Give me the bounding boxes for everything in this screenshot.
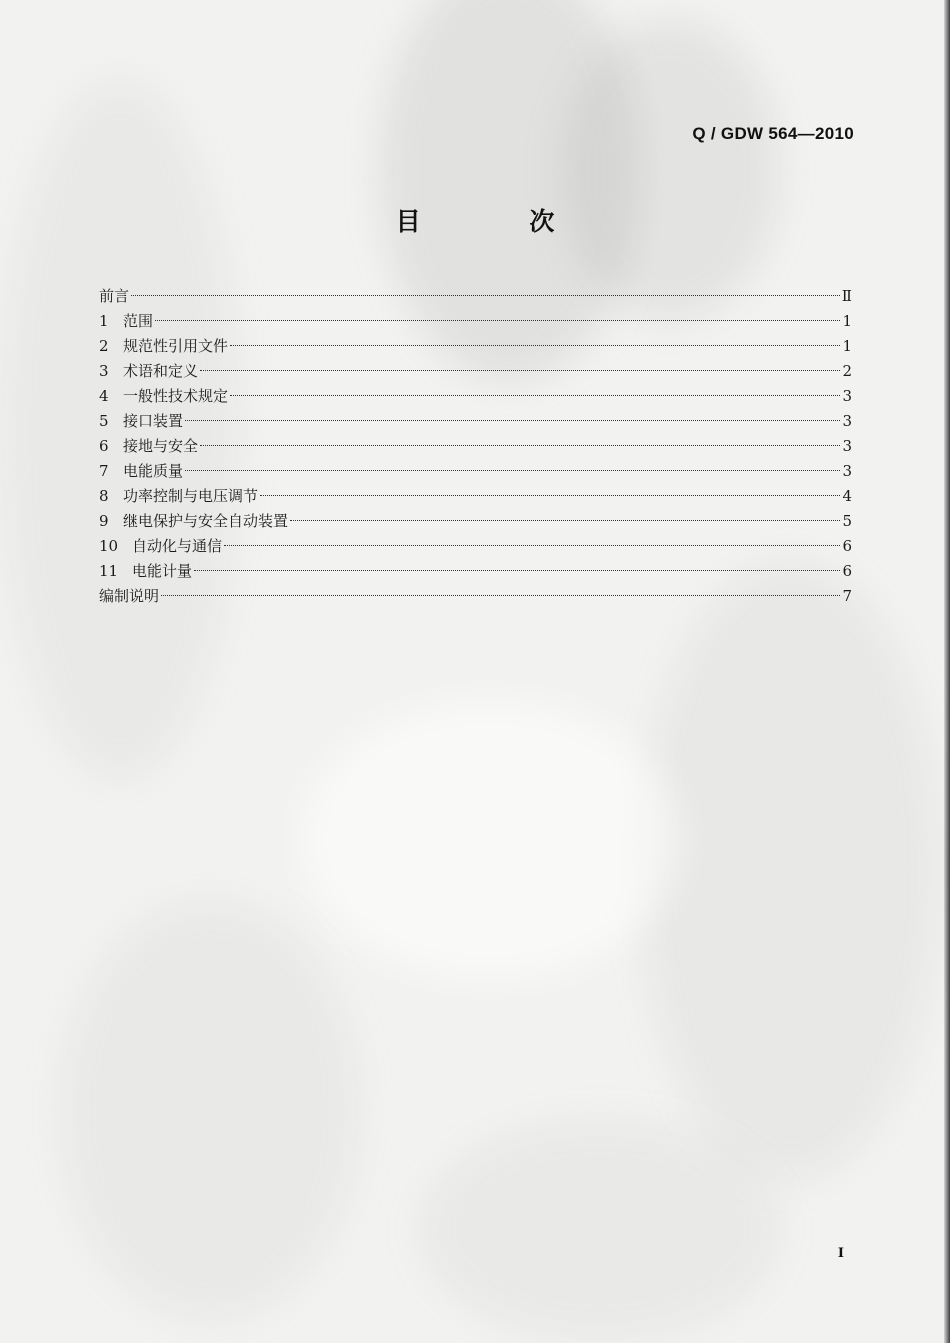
toc-entry-number: 2: [99, 337, 109, 355]
scan-stain: [560, 20, 780, 320]
toc-entry-label: 继电保护与安全自动装置: [123, 512, 289, 530]
toc-entry[interactable]: [99, 334, 852, 359]
toc-entry-label: 规范性引用文件: [123, 337, 229, 355]
toc-dot-leader: [131, 295, 840, 296]
toc-entry-label: 接口装置: [123, 412, 184, 430]
toc-dot-leader: [260, 495, 840, 496]
toc-dot-leader: [230, 395, 840, 396]
toc-entry[interactable]: [99, 359, 852, 384]
toc-entry-label: 一般性技术规定: [123, 387, 229, 405]
toc-entry[interactable]: [99, 509, 852, 534]
toc-entry-number: 8: [99, 487, 109, 505]
toc-entry-page: 3: [842, 437, 852, 455]
scan-stain: [300, 700, 680, 980]
toc-dot-leader: [200, 370, 840, 371]
toc-entry-label: 电能计量: [132, 562, 193, 580]
toc-entry-page: 1: [842, 312, 852, 330]
toc-entry[interactable]: [99, 459, 852, 484]
toc-entry[interactable]: [99, 484, 852, 509]
scan-stain: [640, 560, 940, 1180]
scan-stain: [420, 1120, 780, 1340]
toc-dot-leader: [161, 595, 840, 596]
toc-dot-leader: [155, 320, 840, 321]
toc-entry-label: 术语和定义: [123, 362, 199, 380]
toc-entry-page: 2: [842, 362, 852, 380]
toc-dot-leader: [185, 470, 840, 471]
toc-entry[interactable]: [99, 409, 852, 434]
toc-entry-page: 7: [842, 587, 852, 605]
scan-stain: [60, 900, 360, 1320]
toc-list: [99, 284, 852, 609]
toc-entry-number: 3: [99, 362, 109, 380]
toc-entry-label: 范围: [123, 312, 154, 330]
toc-entry-label: 接地与安全: [123, 437, 199, 455]
toc-entry-page: 6: [842, 562, 852, 580]
page-number: I: [837, 1246, 844, 1261]
toc-title: 目 次: [395, 207, 605, 236]
standard-code: Q / GDW 564—2010: [692, 124, 854, 143]
toc-entry-number: 4: [99, 387, 109, 405]
toc-entry-number: 5: [99, 412, 109, 430]
toc-entry-page: 6: [842, 537, 852, 555]
toc-dot-leader: [224, 545, 840, 546]
toc-entry[interactable]: [99, 309, 852, 334]
toc-entry[interactable]: [99, 284, 852, 309]
toc-entry-label: 前言: [99, 287, 130, 305]
toc-entry-page: 3: [842, 462, 852, 480]
toc-entry[interactable]: [99, 534, 852, 559]
toc-dot-leader: [185, 420, 840, 421]
toc-dot-leader: [194, 570, 840, 571]
toc-entry-number: 9: [99, 512, 109, 530]
toc-entry[interactable]: [99, 559, 852, 584]
toc-entry[interactable]: [99, 584, 852, 609]
toc-entry-page: 5: [842, 512, 852, 530]
toc-entry-page: 4: [842, 487, 852, 505]
toc-dot-leader: [200, 445, 840, 446]
toc-dot-leader: [290, 520, 840, 521]
toc-entry-label: 编制说明: [99, 587, 160, 605]
toc-entry-number: 10: [99, 537, 119, 555]
toc-entry-label: 电能质量: [123, 462, 184, 480]
toc-dot-leader: [230, 345, 840, 346]
toc-entry-page: 3: [842, 387, 852, 405]
toc-entry-number: 1: [99, 312, 109, 330]
toc-entry-page: Ⅱ: [841, 287, 852, 305]
toc-entry-page: 1: [842, 337, 852, 355]
toc-entry[interactable]: [99, 434, 852, 459]
toc-entry-label: 功率控制与电压调节: [123, 487, 259, 505]
toc-entry[interactable]: [99, 384, 852, 409]
toc-entry-number: 6: [99, 437, 109, 455]
toc-entry-number: 11: [99, 562, 119, 580]
toc-entry-page: 3: [842, 412, 852, 430]
toc-entry-label: 自动化与通信: [132, 537, 223, 555]
toc-entry-number: 7: [99, 462, 109, 480]
